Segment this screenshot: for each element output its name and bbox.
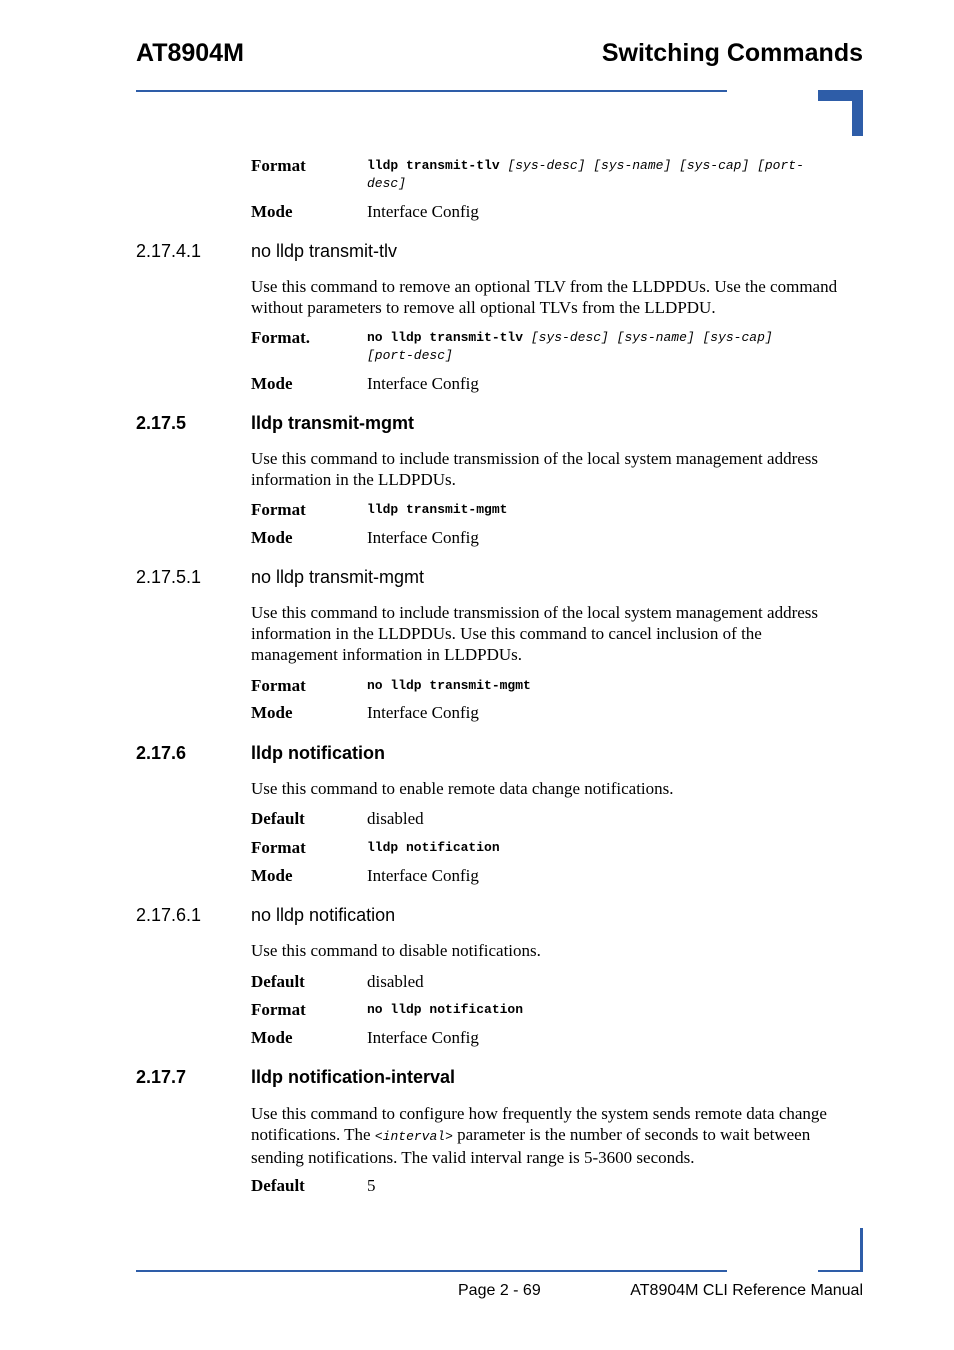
mode-value: Interface Config: [367, 374, 479, 393]
section-number: 2.17.6.1: [136, 905, 202, 925]
default-value: disabled: [367, 972, 424, 991]
default-label: Default: [251, 809, 305, 828]
format-label: Format: [251, 676, 306, 695]
format-syntax: lldp transmit-mgmt: [367, 502, 508, 517]
mode-label: Mode: [251, 866, 293, 885]
section-description: Use this command to disable notifications.: [251, 941, 541, 960]
section-title: no lldp notification: [251, 905, 396, 925]
mode-label: Mode: [251, 374, 293, 393]
section-title: lldp transmit-mgmt: [251, 413, 415, 433]
section-title: lldp notification: [251, 743, 385, 763]
mode-value: Interface Config: [367, 528, 479, 547]
section-description: Use this command to include transmission of the local system management address information in the LLDPDUs. Use this command to cancel inclusion of the management information in LLDPDUs.: [251, 603, 819, 664]
header-rule: [136, 90, 727, 92]
section-title: no lldp transmit-tlv: [251, 241, 398, 261]
section-number: 2.17.5: [136, 413, 187, 433]
mode-value: Interface Config: [367, 202, 479, 221]
mode-value: Interface Config: [367, 866, 479, 885]
parameter-name: <interval>: [374, 1129, 453, 1144]
default-label: Default: [251, 972, 305, 991]
manual-title: AT8904M CLI Reference Manual: [630, 1282, 863, 1299]
format-label: Format: [251, 500, 306, 519]
section-number: 2.17.7: [136, 1067, 187, 1087]
footer-rule: [136, 1270, 727, 1272]
section-title: no lldp transmit-mgmt: [251, 567, 425, 587]
format-syntax: lldp transmit-tlv [sys-desc] [sys-name] [sys-cap] [port- desc]: [367, 158, 804, 191]
format-syntax: no lldp transmit-mgmt: [367, 678, 531, 693]
section-description: Use this command to configure how frequently the system sends remote data change notifications. The <interval> parameter is the number of seconds to wait between sending notifications. The valid interval range is 5-3600 seconds.: [251, 1104, 827, 1167]
format-syntax: no lldp notification: [367, 1002, 524, 1017]
section-number: 2.17.5.1: [136, 567, 202, 587]
mode-value: Interface Config: [367, 703, 479, 722]
page-number: Page 2 - 69: [458, 1282, 541, 1299]
corner-bracket-top: [818, 90, 863, 136]
section-title: lldp notification-interval: [251, 1067, 456, 1087]
header-chapter-title: Switching Commands: [601, 39, 863, 67]
section-number: 2.17.6: [136, 743, 187, 763]
format-label: Format: [251, 156, 306, 175]
section-description: Use this command to remove an optional TLV from the LLDPDUs. Use the command without parameters to remove all optional TLVs from the LLDPDU.: [251, 277, 838, 317]
section-number: 2.17.4.1: [136, 241, 202, 261]
format-label: Format: [251, 1000, 306, 1019]
format-label: Format.: [251, 328, 311, 347]
format-syntax: lldp notification: [367, 840, 500, 855]
section-description: Use this command to enable remote data change notifications.: [251, 779, 674, 798]
format-syntax: no lldp transmit-tlv [sys-desc] [sys-name] [sys-cap] [port-desc]: [367, 330, 773, 363]
default-value: disabled: [367, 809, 424, 828]
mode-label: Mode: [251, 202, 293, 221]
corner-bracket-bottom: [860, 1228, 863, 1272]
mode-value: Interface Config: [367, 1028, 479, 1047]
default-value: 5: [367, 1176, 376, 1195]
header-product-title: AT8904M: [136, 39, 244, 67]
mode-label: Mode: [251, 1028, 293, 1047]
format-label: Format: [251, 838, 306, 857]
section-description: Use this command to include transmission of the local system management address information in the LLDPDUs.: [251, 449, 819, 489]
mode-label: Mode: [251, 528, 293, 547]
footer-rule-right: [818, 1270, 863, 1272]
mode-label: Mode: [251, 703, 293, 722]
default-label: Default: [251, 1176, 305, 1195]
